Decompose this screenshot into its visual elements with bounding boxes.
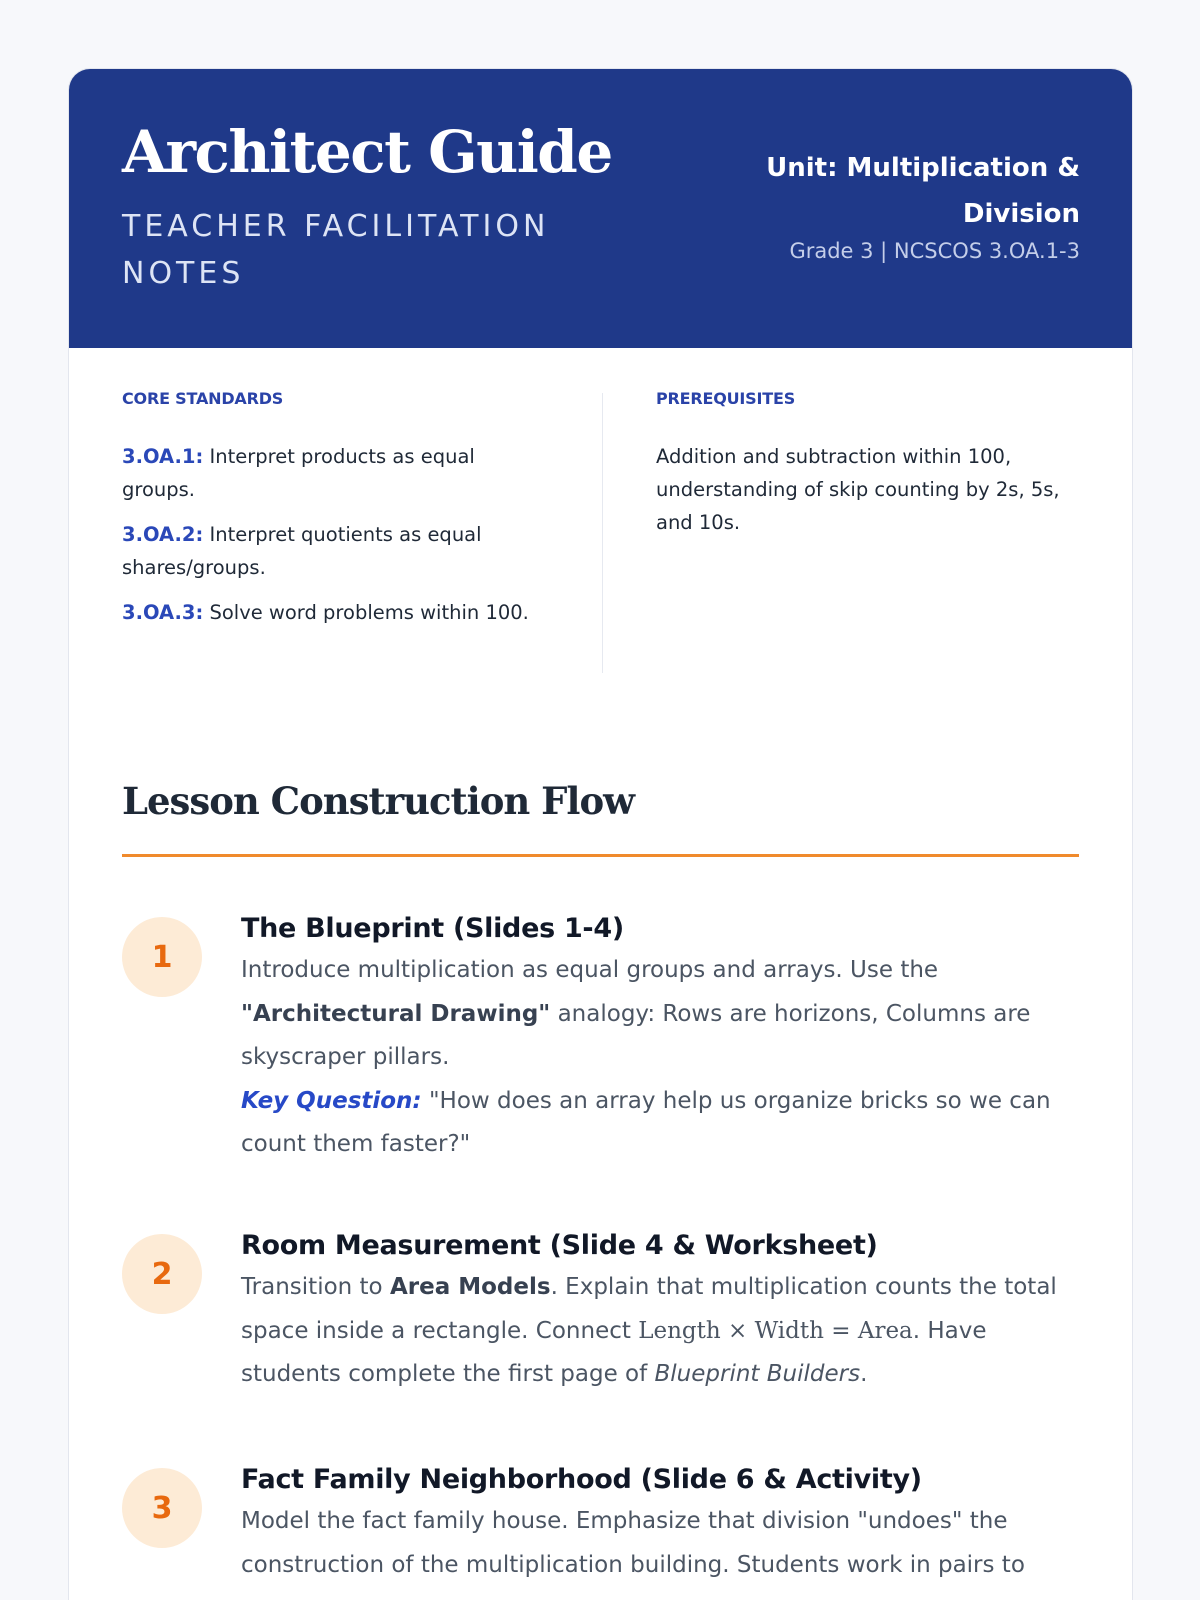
step-text-bold: Area Models (389, 1274, 551, 1300)
standard-text: Solve word problems within 100. (203, 601, 529, 624)
key-question-label: Key Question: (241, 1087, 422, 1114)
key-question (241, 1080, 1081, 1167)
guide-card (68, 68, 1133, 1600)
standard-text: Interpret products as equal groups. (122, 445, 475, 501)
standard-code: 3.OA.1: (122, 445, 204, 468)
prerequisites-text: Addition and subtraction within 100, understanding of skip counting by 2s, 5s, and 10s. (656, 445, 1060, 534)
formula: Length × Width = Area (638, 1317, 913, 1344)
step-text-bold: "Architectural Drawing" (241, 1000, 551, 1027)
guide-header (69, 69, 1132, 348)
step-text-part: . Explain that multiplication counts the total space inside a rectangle. Connect (241, 1274, 1057, 1344)
step-body (241, 1226, 1081, 1397)
step-number-badge: 3 (122, 1468, 202, 1548)
step-body (241, 909, 1081, 1167)
standard-text: Interpret quotients as equal shares/groups. (122, 523, 482, 579)
step-text-part: Introduce multiplication as equal groups and arrays. Use the (241, 957, 939, 983)
step-number-badge: 1 (122, 917, 202, 997)
unit-label: Unit: Multiplication & Division (766, 153, 1080, 229)
key-question-text: "How does an array help us organize bricks so we can count them faster?" (241, 1087, 1051, 1157)
prerequisites-heading: PREREQUISITES (656, 389, 796, 408)
column-divider (602, 393, 603, 673)
standard-code: 3.OA.2: (122, 523, 204, 546)
guide-title: Architect Guide (122, 118, 612, 186)
standard-item (122, 518, 542, 584)
step-body (241, 1460, 1081, 1587)
step-text-part: analogy: Rows are horizons, Columns are skyscraper pillars. (241, 1000, 1031, 1070)
grade-standard-label: Grade 3 | NCSCOS 3.OA.1-3 (789, 239, 1080, 263)
guide-subtitle: TEACHER FACILITATION NOTES (122, 209, 550, 291)
section-title: Lesson Construction Flow (122, 779, 635, 823)
standard-code: 3.OA.3: (122, 601, 204, 624)
section-rule (122, 854, 1079, 857)
step-title: Fact Family Neighborhood (Slide 6 & Activity) (241, 1464, 922, 1495)
step-title: The Blueprint (Slides 1-4) (241, 913, 624, 944)
core-standards-column (122, 389, 542, 629)
step-text-part: Transition to (241, 1274, 390, 1300)
step-description (241, 1266, 1081, 1397)
standards-list (122, 440, 542, 629)
step-description: Model the fact family house. Emphasize that division "undoes" the construction of the multiplication building. Students work in pairs to (241, 1508, 1025, 1578)
step-text-part: . (860, 1361, 868, 1387)
worksheet-title: Blueprint Builders (654, 1361, 861, 1387)
step-text-part: . Have students complete the first page of (241, 1317, 987, 1387)
standard-item (122, 440, 542, 506)
step-description (241, 949, 1081, 1080)
standard-item (122, 596, 542, 629)
step-title: Room Measurement (Slide 4 & Worksheet) (241, 1230, 878, 1261)
prerequisites-column (656, 389, 1076, 539)
step-number-badge: 2 (122, 1234, 202, 1314)
core-standards-heading: CORE STANDARDS (122, 389, 284, 408)
